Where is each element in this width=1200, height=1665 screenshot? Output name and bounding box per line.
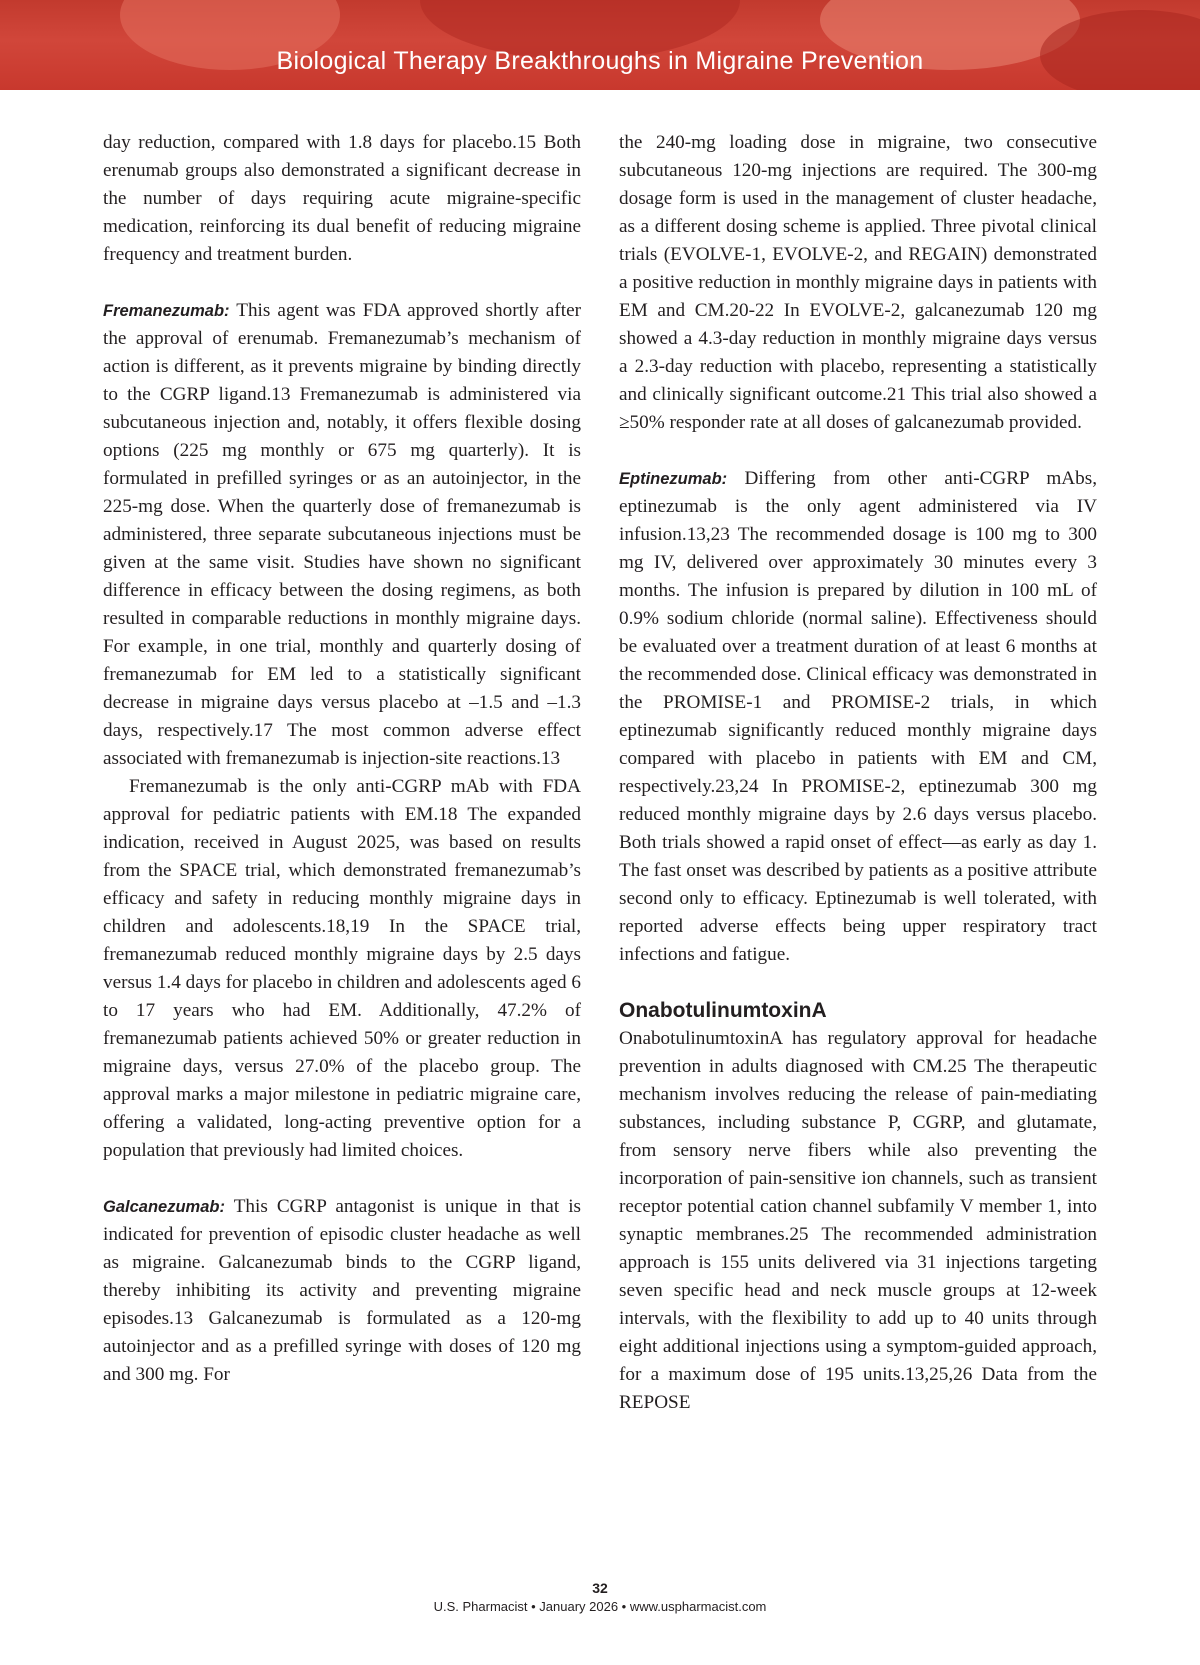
galcanezumab-continued-paragraph: the 240-mg loading dose in migraine, two consecutive subcutaneous 120-mg injections are required. The 300-mg dosage form is used in the management of cluster headache, as a different dosing scheme is applied. Three pivotal clinical trials (EVOLVE-1, EVOLVE-2, and REGAIN) demonstrated a positive reduction in monthly migraine days in patients with EM and CM.20-22 In EVOLVE-2, galcanezumab 120 mg showed a 4.3-day reduction in monthly migraine days versus a 2.3-day reduction with placebo, representing a statistically and clinically significant outcome.21 This trial also showed a ≥50% responder rate at all doses of galcanezumab provided. <box>619 132 1097 433</box>
onabotulinumtoxina-heading: OnabotulinumtoxinA <box>619 999 827 1022</box>
eptinezumab-heading: Eptinezumab: <box>619 470 728 488</box>
eptinezumab-text: Differing from other anti-CGRP mAbs, eptinezumab is the only agent administered via IV infusion.13,23 The recommended dosage is 100 mg to 300 mg IV, delivered over approximately 30 minutes every 3 months. The infusion is prepared by dilution in 100 mL of 0.9% sodium chloride (normal saline). Effectiveness should be evaluated over a treatment duration of at least 6 months at the recommended dose. Clinical efficacy was demonstrated in the PROMISE-1 and PROMISE-2 trials, in which eptinezumab significantly reduced monthly migraine days compared with placebo in patients with EM and CM, respectively.23,24 In PROMISE-2, eptinezumab 300 mg reduced monthly migraine days by 2.6 days versus placebo. Both trials showed a rapid onset of effect—as early as day 1. The fast onset was described by patients as a positive attribute second only to efficacy. Eptinezumab is well tolerated, with reported adverse effects being upper respiratory tract infections and fatigue. <box>619 468 1097 965</box>
fremanezumab-pediatric-paragraph: Fremanezumab is the only anti-CGRP mAb with FDA approval for pediatric patients with EM.18 The expanded indication, received in August 2025, was based on results from the SPACE trial, which demonstrated fremanezumab’s efficacy and safety in reducing monthly migraine days in children and adolescents.18,19 In the SPACE trial, fremanezumab reduced monthly migraine days by 2.5 days versus 1.4 days for placebo in children and adolescents aged 6 to 17 years who had EM. Additionally, 47.2% of fremanezumab patients achieved 50% or greater reduction in migraine days, versus 27.0% of the placebo group. The approval marks a major milestone in pediatric migraine care, offering a validated, long-acting preventive option for a population that previously had limited choices. <box>103 776 581 1161</box>
header-banner <box>0 0 1200 90</box>
right-column <box>619 129 1097 1417</box>
galcanezumab-text: This CGRP antagonist is unique in that is indicated for prevention of episodic cluster headache as well as migraine. Galcanezumab binds to the CGRP ligand, thereby inhibiting its activity and preventing migraine episodes.13 Galcanezumab is formulated as a 120-mg autoinjector and as a prefilled syringe with doses of 120 mg and 300 mg. For <box>103 1196 582 1385</box>
onabotulinumtoxina-paragraph: OnabotulinumtoxinA has regulatory approval for headache prevention in adults diagnosed with CM.25 The therapeutic mechanism involves reducing the release of pain-mediating substances, including substance P, CGRP, and glutamate, from sensory nerve fibers while also preventing the incorporation of pain-sensitive ion channels, such as transient receptor potential cation channel subfamily V member 1, into synaptic membranes.25 The recommended administration approach is 155 units delivered via 31 injections targeting seven specific head and neck muscle groups at 12-week intervals, with the flexibility to add up to 40 units through eight additional injections using a symptom-guided approach, for a maximum dose of 195 units.13,25,26 Data from the REPOSE <box>619 1028 1097 1413</box>
erenumab-continued-paragraph: day reduction, compared with 1.8 days for placebo.15 Both erenumab groups also demonstrated a significant decrease in the number of days requiring acute migraine-specific medication, reinforcing its dual benefit of reducing migraine frequency and treatment burden. <box>103 132 581 265</box>
galcanezumab-heading: Galcanezumab: <box>103 1198 225 1216</box>
fremanezumab-paragraph <box>103 297 581 773</box>
footer-citation: U.S. Pharmacist • January 2026 • www.uspharmacist.com <box>433 1599 767 1614</box>
galcanezumab-paragraph <box>103 1193 581 1389</box>
fremanezumab-text: This agent was FDA approved shortly after the approval of erenumab. Fremanezumab’s mechanism of action is different, as it prevents migraine by binding directly to the CGRP ligand.13 Fremanezumab is administered via subcutaneous injection and, notably, it offers flexible dosing options (225 mg monthly or 675 mg quarterly). It is formulated in prefilled syringes or as an autoinjector, in the 225-mg dose. When the quarterly dose of fremanezumab is administered, three separate subcutaneous injections must be given at the same visit. Studies have shown no significant difference in efficacy between the dosing regimens, as both resulted in comparable reductions in monthly migraine days. For example, in one trial, monthly and quarterly dosing of fremanezumab for EM led to a statistically significant decrease in migraine days versus placebo at –1.5 and –1.3 days, respectively.17 The most common adverse effect associated with fremanezumab is injection-site reactions.13 <box>103 300 582 769</box>
running-header-title: Biological Therapy Breakthroughs in Migraine Prevention <box>276 47 924 75</box>
fremanezumab-heading: Fremanezumab: <box>103 302 230 320</box>
left-column <box>103 129 581 1389</box>
page-number: 32 <box>592 1580 608 1596</box>
eptinezumab-paragraph <box>619 465 1097 969</box>
